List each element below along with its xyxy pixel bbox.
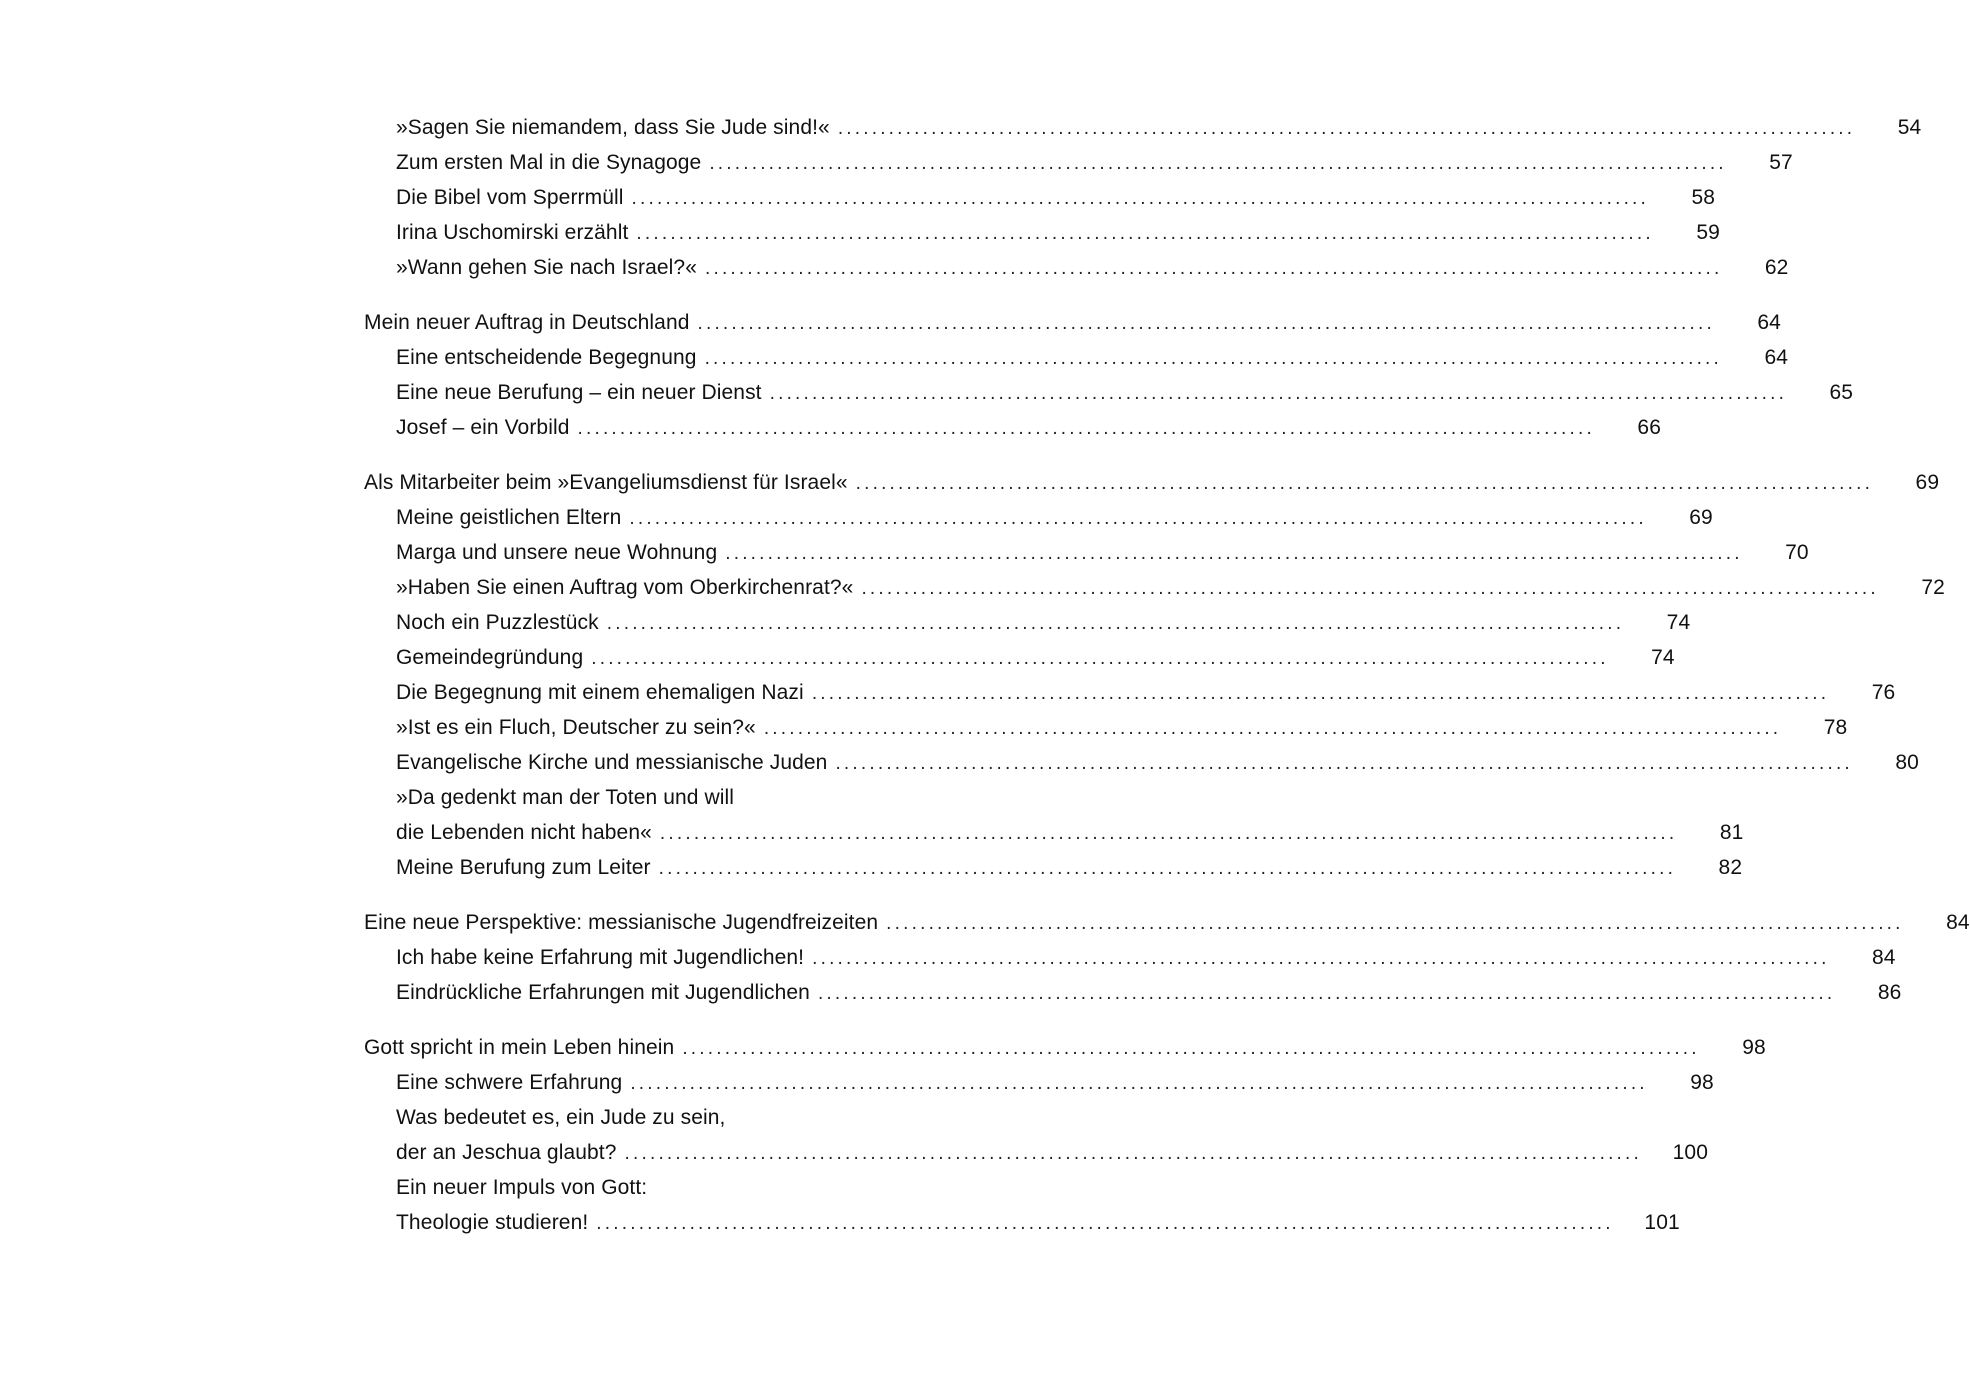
toc-entry-title: Marga und unsere neue Wohnung bbox=[396, 541, 718, 564]
toc-page-number: 64 bbox=[1757, 311, 1781, 334]
dot-leader: ........................................................................................................................ bbox=[658, 858, 1677, 879]
toc-page-number: 74 bbox=[1666, 611, 1691, 634]
toc-page-number: 76 bbox=[1871, 681, 1896, 704]
toc-entry bbox=[364, 410, 1661, 445]
toc-section bbox=[364, 110, 1922, 285]
toc-page-number: 69 bbox=[1915, 471, 1940, 494]
toc-page-number: 86 bbox=[1877, 981, 1902, 1004]
toc-entry-title: Eine entscheidende Begegnung bbox=[396, 346, 697, 369]
toc-page-number: 98 bbox=[1742, 1036, 1766, 1059]
toc-entry bbox=[364, 710, 1848, 745]
toc-entry bbox=[364, 250, 1789, 285]
toc-section bbox=[364, 905, 1970, 1010]
toc-entry bbox=[364, 1065, 1714, 1100]
toc-entry bbox=[364, 640, 1675, 675]
table-of-contents bbox=[364, 110, 1970, 1240]
toc-page-number: 54 bbox=[1897, 116, 1922, 139]
toc-page-number: 70 bbox=[1785, 541, 1809, 564]
dot-leader: ........................................................................................................................ bbox=[659, 823, 1678, 844]
toc-chapter-entry bbox=[364, 1030, 1766, 1065]
dot-leader: ........................................................................................................................ bbox=[835, 753, 1853, 774]
dot-leader: ........................................................................................................................ bbox=[591, 648, 1609, 669]
toc-page-number: 69 bbox=[1689, 506, 1713, 529]
toc-page-number: 78 bbox=[1823, 716, 1848, 739]
toc-entry bbox=[364, 815, 1744, 850]
toc-entry bbox=[364, 605, 1691, 640]
toc-entry-title: Meine Berufung zum Leiter bbox=[396, 856, 651, 879]
dot-leader: ........................................................................................................................ bbox=[837, 118, 1856, 139]
toc-entry-title: Evangelische Kirche und messianische Juden bbox=[396, 751, 828, 774]
toc-entry-title: Ein neuer Impuls von Gott: bbox=[396, 1176, 648, 1199]
toc-chapter-title: Eine neue Perspektive: messianische Jugendfreizeiten bbox=[364, 911, 879, 934]
toc-chapter-entry bbox=[364, 465, 1940, 500]
toc-entry bbox=[364, 940, 1896, 975]
toc-entry-title: Meine geistlichen Eltern bbox=[396, 506, 622, 529]
toc-entry bbox=[364, 535, 1809, 570]
toc-entry-title: Was bedeutet es, ein Jude zu sein, bbox=[396, 1106, 726, 1129]
toc-page-number: 84 bbox=[1946, 911, 1970, 934]
dot-leader: ........................................................................................................................ bbox=[763, 718, 1782, 739]
toc-page-number: 64 bbox=[1764, 346, 1789, 369]
toc-chapter-title: Als Mitarbeiter beim »Evangeliumsdienst für Israel« bbox=[364, 471, 848, 494]
toc-entry bbox=[364, 570, 1945, 605]
toc-entry-title: Noch ein Puzzlestück bbox=[396, 611, 599, 634]
dot-leader: ........................................................................................................................ bbox=[812, 948, 1830, 969]
toc-entry-title: Gemeindegründung bbox=[396, 646, 584, 669]
dot-leader: ........................................................................................................................ bbox=[629, 508, 1647, 529]
toc-entry-title: die Lebenden nicht haben« bbox=[396, 821, 652, 844]
toc-entry bbox=[364, 975, 1902, 1010]
toc-page-number: 65 bbox=[1829, 381, 1854, 404]
toc-entry-title: der an Jeschua glaubt? bbox=[396, 1141, 617, 1164]
toc-entry bbox=[364, 850, 1743, 885]
toc-entry-title: »Ist es ein Fluch, Deutscher zu sein?« bbox=[396, 716, 756, 739]
dot-leader: ........................................................................................................................ bbox=[886, 913, 1904, 934]
toc-entry-first-line bbox=[364, 780, 1054, 815]
toc-entry-title: Josef – ein Vorbild bbox=[396, 416, 570, 439]
toc-entry bbox=[364, 180, 1716, 215]
dot-leader: ........................................................................................................................ bbox=[725, 543, 1743, 564]
toc-page-number: 72 bbox=[1921, 576, 1945, 599]
toc-entry bbox=[364, 1205, 1680, 1240]
toc-chapter-title: Gott spricht in mein Leben hinein bbox=[364, 1036, 675, 1059]
toc-entry-title: Eindrückliche Erfahrungen mit Jugendlichen bbox=[396, 981, 810, 1004]
toc-entry-title: »Sagen Sie niemandem, dass Sie Jude sind!« bbox=[396, 116, 830, 139]
dot-leader: ........................................................................................................................ bbox=[709, 153, 1727, 174]
toc-entry-title: Die Bibel vom Sperrmüll bbox=[396, 186, 624, 209]
toc-page-number: 101 bbox=[1644, 1211, 1680, 1234]
toc-page-number: 98 bbox=[1690, 1071, 1714, 1094]
dot-leader: ........................................................................................................................ bbox=[704, 348, 1723, 369]
toc-chapter-entry bbox=[364, 905, 1970, 940]
toc-page-number: 57 bbox=[1769, 151, 1793, 174]
toc-page-number: 81 bbox=[1719, 821, 1744, 844]
toc-entry bbox=[364, 500, 1713, 535]
toc-page-number: 84 bbox=[1872, 946, 1896, 969]
toc-section bbox=[364, 465, 1945, 885]
toc-page-number: 62 bbox=[1764, 256, 1789, 279]
toc-entry-title: Ich habe keine Erfahrung mit Jugendlichen! bbox=[396, 946, 805, 969]
toc-entry bbox=[364, 215, 1720, 250]
toc-chapter-title: Mein neuer Auftrag in Deutschland bbox=[364, 311, 690, 334]
dot-leader: ........................................................................................................................ bbox=[697, 313, 1715, 334]
toc-entry bbox=[364, 340, 1789, 375]
dot-leader: ........................................................................................................................ bbox=[624, 1143, 1642, 1164]
dot-leader: ........................................................................................................................ bbox=[705, 258, 1723, 279]
dot-leader: ........................................................................................................................ bbox=[855, 473, 1874, 494]
toc-entry bbox=[364, 745, 1919, 780]
toc-page-number: 82 bbox=[1718, 856, 1743, 879]
toc-page-number: 58 bbox=[1691, 186, 1716, 209]
toc-page-number: 66 bbox=[1637, 416, 1661, 439]
dot-leader: ........................................................................................................................ bbox=[596, 1213, 1614, 1234]
dot-leader: ........................................................................................................................ bbox=[606, 613, 1625, 634]
toc-entry-title: Eine schwere Erfahrung bbox=[396, 1071, 623, 1094]
toc-entry-title: »Haben Sie einen Auftrag vom Oberkirchenrat?« bbox=[396, 576, 854, 599]
toc-entry bbox=[364, 110, 1922, 145]
dot-leader: ........................................................................................................................ bbox=[577, 418, 1595, 439]
toc-page-number: 74 bbox=[1651, 646, 1675, 669]
dot-leader: ........................................................................................................................ bbox=[631, 188, 1650, 209]
toc-page-number: 100 bbox=[1672, 1141, 1708, 1164]
dot-leader: ........................................................................................................................ bbox=[861, 578, 1879, 599]
toc-entry bbox=[364, 375, 1854, 410]
toc-entry-title: »Wann gehen Sie nach Israel?« bbox=[396, 256, 697, 279]
dot-leader: ........................................................................................................................ bbox=[811, 683, 1830, 704]
toc-section bbox=[364, 305, 1854, 445]
dot-leader: ........................................................................................................................ bbox=[817, 983, 1836, 1004]
toc-entry-title: Zum ersten Mal in die Synagoge bbox=[396, 151, 702, 174]
toc-section bbox=[364, 1030, 1766, 1240]
toc-chapter-entry bbox=[364, 305, 1781, 340]
toc-entry-title: Irina Uschomirski erzählt bbox=[396, 221, 629, 244]
toc-entry bbox=[364, 675, 1896, 710]
toc-entry-first-line bbox=[364, 1100, 1054, 1135]
toc-entry-title: »Da gedenkt man der Toten und will bbox=[396, 786, 735, 809]
toc-entry bbox=[364, 1135, 1708, 1170]
toc-entry-title: Eine neue Berufung – ein neuer Dienst bbox=[396, 381, 762, 404]
dot-leader: ........................................................................................................................ bbox=[682, 1038, 1700, 1059]
toc-entry bbox=[364, 145, 1793, 180]
toc-page-number: 59 bbox=[1696, 221, 1720, 244]
toc-entry-title: Theologie studieren! bbox=[396, 1211, 589, 1234]
dot-leader: ........................................................................................................................ bbox=[636, 223, 1654, 244]
dot-leader: ........................................................................................................................ bbox=[769, 383, 1788, 404]
toc-page-number: 80 bbox=[1895, 751, 1919, 774]
toc-entry-title: Die Begegnung mit einem ehemaligen Nazi bbox=[396, 681, 804, 704]
toc-entry-first-line bbox=[364, 1170, 1054, 1205]
dot-leader: ........................................................................................................................ bbox=[630, 1073, 1648, 1094]
